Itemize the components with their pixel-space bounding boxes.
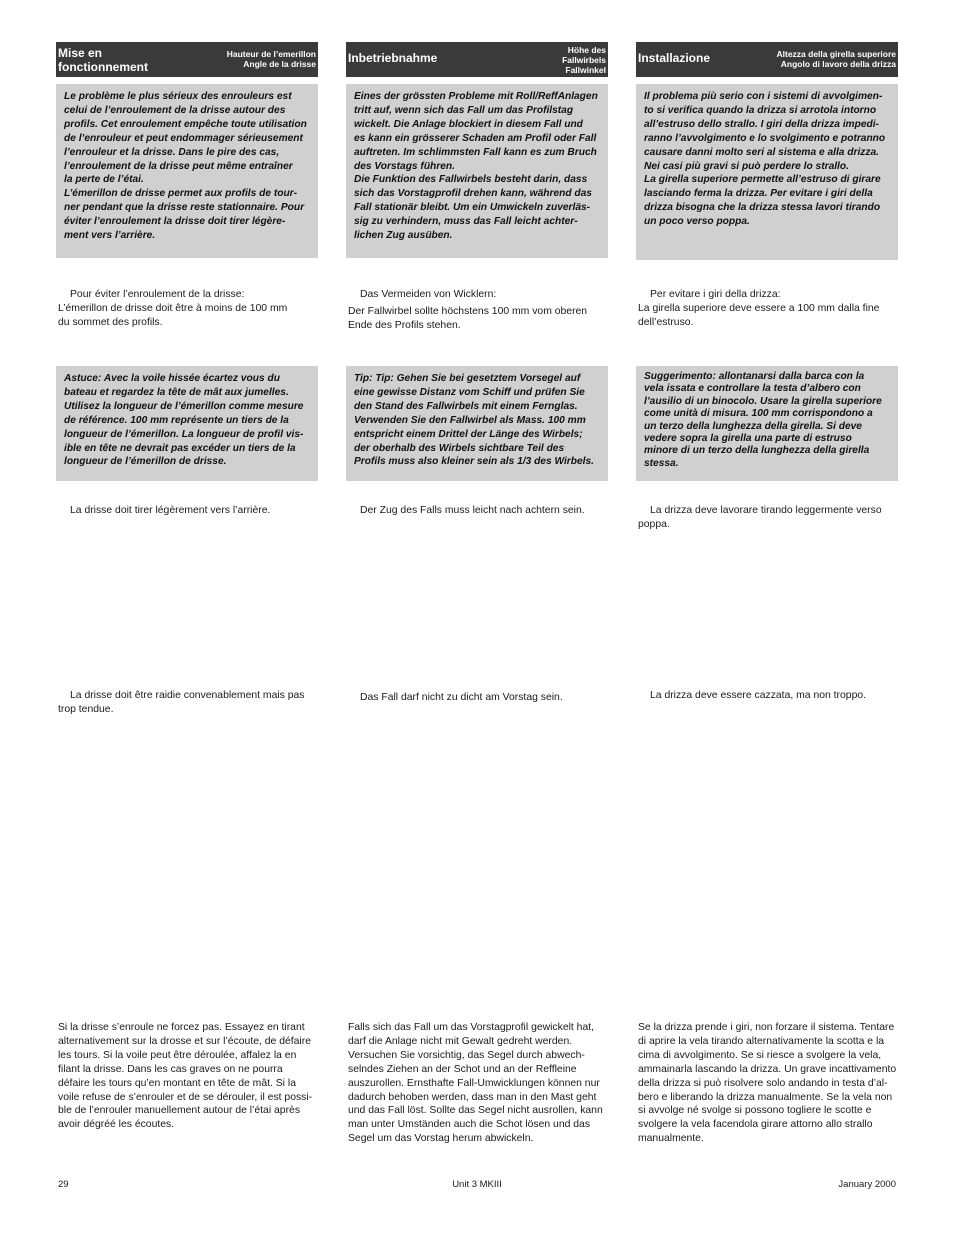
caption-text: Das Fall darf nicht zu dicht am Vorstag sein. — [360, 692, 563, 703]
section-title: Inbetriebnahme — [348, 51, 438, 65]
caption-text: La drisse doit tirer légèrement vers l’arrière. — [70, 505, 271, 516]
warning-box — [56, 84, 318, 258]
caption-text: La drizza deve essere cazzata, ma non troppo. — [650, 690, 867, 701]
tip-paragraph: Tip: Tip: Gehen Sie bei gesetztem Vorsegel auf eine gewisse Distanz vom Schiff und prüfen Sie den Stand des Fallwirbels mit einem Fernglas. Verwenden Sie den Fallwirbel als Mass. 100 mm entspricht einem Drittel der Länge des Wirbels; der oberhalb des Wirbels sichtbare Teil des Profils muss also kleiner sein als 1/3 des Wirbels. — [354, 373, 594, 468]
warning-paragraph: Die Funktion des Fallwirbels besteht darin, dass sich das Vorstagprofil drehen kann, während das Fall stationär bleibt. Um ein Umwickeln zuverläs- sig zu verhindern, muss das Fall leicht achter- lichen Zug ausüben. — [354, 174, 592, 242]
tip-box — [346, 366, 608, 481]
instruction-text: Per evitare i giri della drizza: La girella superiore deve essere a 100 mm dalla fine dell’estruso. — [638, 289, 880, 328]
instruction-text: Pour éviter l’enroulement de la drisse: L’émerillon de drisse doit être à moins de 100 mm du sommet des profils. — [58, 289, 288, 328]
tip-paragraph: Astuce: Avec la voile hissée écartez vous du bateau et regardez la tête de mât aux jumelles. Utilisez la longueur de l’émerillon comme mesure de référence. 100 mm représente un tiers de la longueur de l’émerillon. La longueur de profil vis- ible en tête ne devrait pas excéder un tiers de la longueur de l’émerillon de drisse. — [64, 373, 304, 468]
warning-paragraph: Il problema più serio con i sistemi di avvolgimen- to si verifica quando la drizza si arrotola intorno all’estruso dello strallo. I giri della drizza impedi- ranno l’avvolgimento e lo svolgimento e potranno causare danni molto seri al sistema e alla drizza. Nei casi più gravi si può perdere lo strallo. — [644, 91, 886, 172]
warning-paragraph: Eines der grössten Probleme mit Roll/ReffAnlagen tritt auf, wenn sich das Fall um das Profilstag wickelt. Die Anlage blockiert in diesem Fall und es kann ein grösserer Schaden am Profil oder Fall auftreten. Im schlimmsten Fall kann es zum Bruch des Vorstags führen. — [354, 91, 598, 172]
section-subtitle: Höhe des Fallwirbels Fallwinkel — [562, 45, 606, 75]
section-header — [636, 42, 898, 77]
section-title: Installazione — [638, 51, 711, 65]
warning-paragraph: La girella superiore permette all’estruso di girare lasciando ferma la drizza. Per evitare i giri della drizza bisogna che la drizza stessa lavori tirando un poco verso poppa. — [644, 174, 881, 228]
tip-box — [56, 366, 318, 481]
troubleshooting-text: Si la drisse s’enroule ne forcez pas. Essayez en tirant alternativement sur la drosse et sur l’écoute, de défaire les tours. Si la voile peut être déroulée, affalez la en filant la drisse. Dans les cas graves on ne pourra défaire les tours qu’en montant en tête de mât. Si la voile refuse de s’enrouler et de se dérouler, il est possi- ble de l’enrouler manuellement autour de l’étai après avoir dégréé les écoutes. — [58, 1022, 313, 1131]
troubleshooting-text: Falls sich das Fall um das Vorstagprofil gewickelt hat, darf die Anlage nicht mit Gewalt gedreht werden. Versuchen Sie vorsichtig, das Segel durch abwech- selndes Ziehen an der Schot und an der Reffleine auszurollen. Ernsthafte Fall-Umwicklungen können nur dadurch behoben werden, dass man in den Mast geht und das Fall löst. Sollte das Segel nicht ausrollen, kann man unter Umständen auch die Schot lösen und das Segel um das Vorstag herum abwickeln. — [348, 1022, 603, 1145]
document-title: Unit 3 MKIII — [452, 1179, 502, 1190]
page-number: 29 — [58, 1179, 69, 1190]
column-german — [346, 0, 608, 1235]
tip-box — [636, 366, 898, 481]
caption-text: Der Zug des Falls muss leicht nach achtern sein. — [360, 505, 585, 516]
warning-box — [636, 84, 898, 260]
section-subtitle: Hauteur de l’emerillon Angle de la drisse — [226, 49, 316, 69]
section-title: Mise en fonctionnement — [58, 46, 148, 74]
caption-text: La drizza deve lavorare tirando leggermente verso poppa. — [638, 505, 882, 530]
tip-paragraph: Suggerimento: allontanarsi dalla barca con la vela issata e controllare la testa d’albero con l’ausilio di un binocolo. Usare la girella superiore come unità di misura. 100 mm corrispondono a un terzo della lunghezza della girella. Si deve vedere sopra la girella una parte di estruso minore di un terzo della lunghezza della girella stessa. — [644, 371, 882, 469]
document-date: January 2000 — [838, 1179, 896, 1190]
section-header — [346, 42, 608, 77]
caption-text: La drisse doit être raidie convenablement mais pas trop tendue. — [58, 690, 305, 715]
warning-paragraph: L’émerillon de drisse permet aux profils de tour- ner pendant que la drisse reste stationnaire. Pour éviter l’enroulement la drisse doit tirer légère- ment vers l’arrière. — [64, 188, 305, 242]
section-header — [56, 42, 318, 77]
troubleshooting-text: Se la drizza prende i giri, non forzare il sistema. Tentare di aprire la vela tirando alternativamente la scotta e la cima di avvolgimento. Se si riesce a svolgere la vela, ammainarla lascando la drizza. Un grave incattivamento della drizza si può risolvere solo andando in testa d’al- bero e liberando la drizza manualmente. Se la vela non si avvolge né svolge si possono togliere le scotte e svolgere la vela facendola girare attorno allo strallo manualmente. — [638, 1022, 897, 1145]
section-subtitle: Altezza della girella superiore Angolo di lavoro della drizza — [776, 49, 896, 69]
warning-paragraph: Le problème le plus sérieux des enrouleurs est celui de l’enroulement de la drisse autour des profils. Cet enroulement empêche toute utilisation de l’enrouleur et peut endommager sérieusement l’enrouleur et la drisse. Dans le pire des cas, l’enroulement de la drisse peut même entraîner la perte de l’étai. — [64, 91, 307, 186]
warning-box — [346, 84, 608, 258]
instruction-text: Das Vermeiden von Wicklern: Der Fallwirbel sollte höchstens 100 mm vom oberen Ende des Profils stehen. — [348, 289, 588, 331]
column-french — [56, 0, 318, 1235]
column-italian — [636, 0, 898, 1235]
